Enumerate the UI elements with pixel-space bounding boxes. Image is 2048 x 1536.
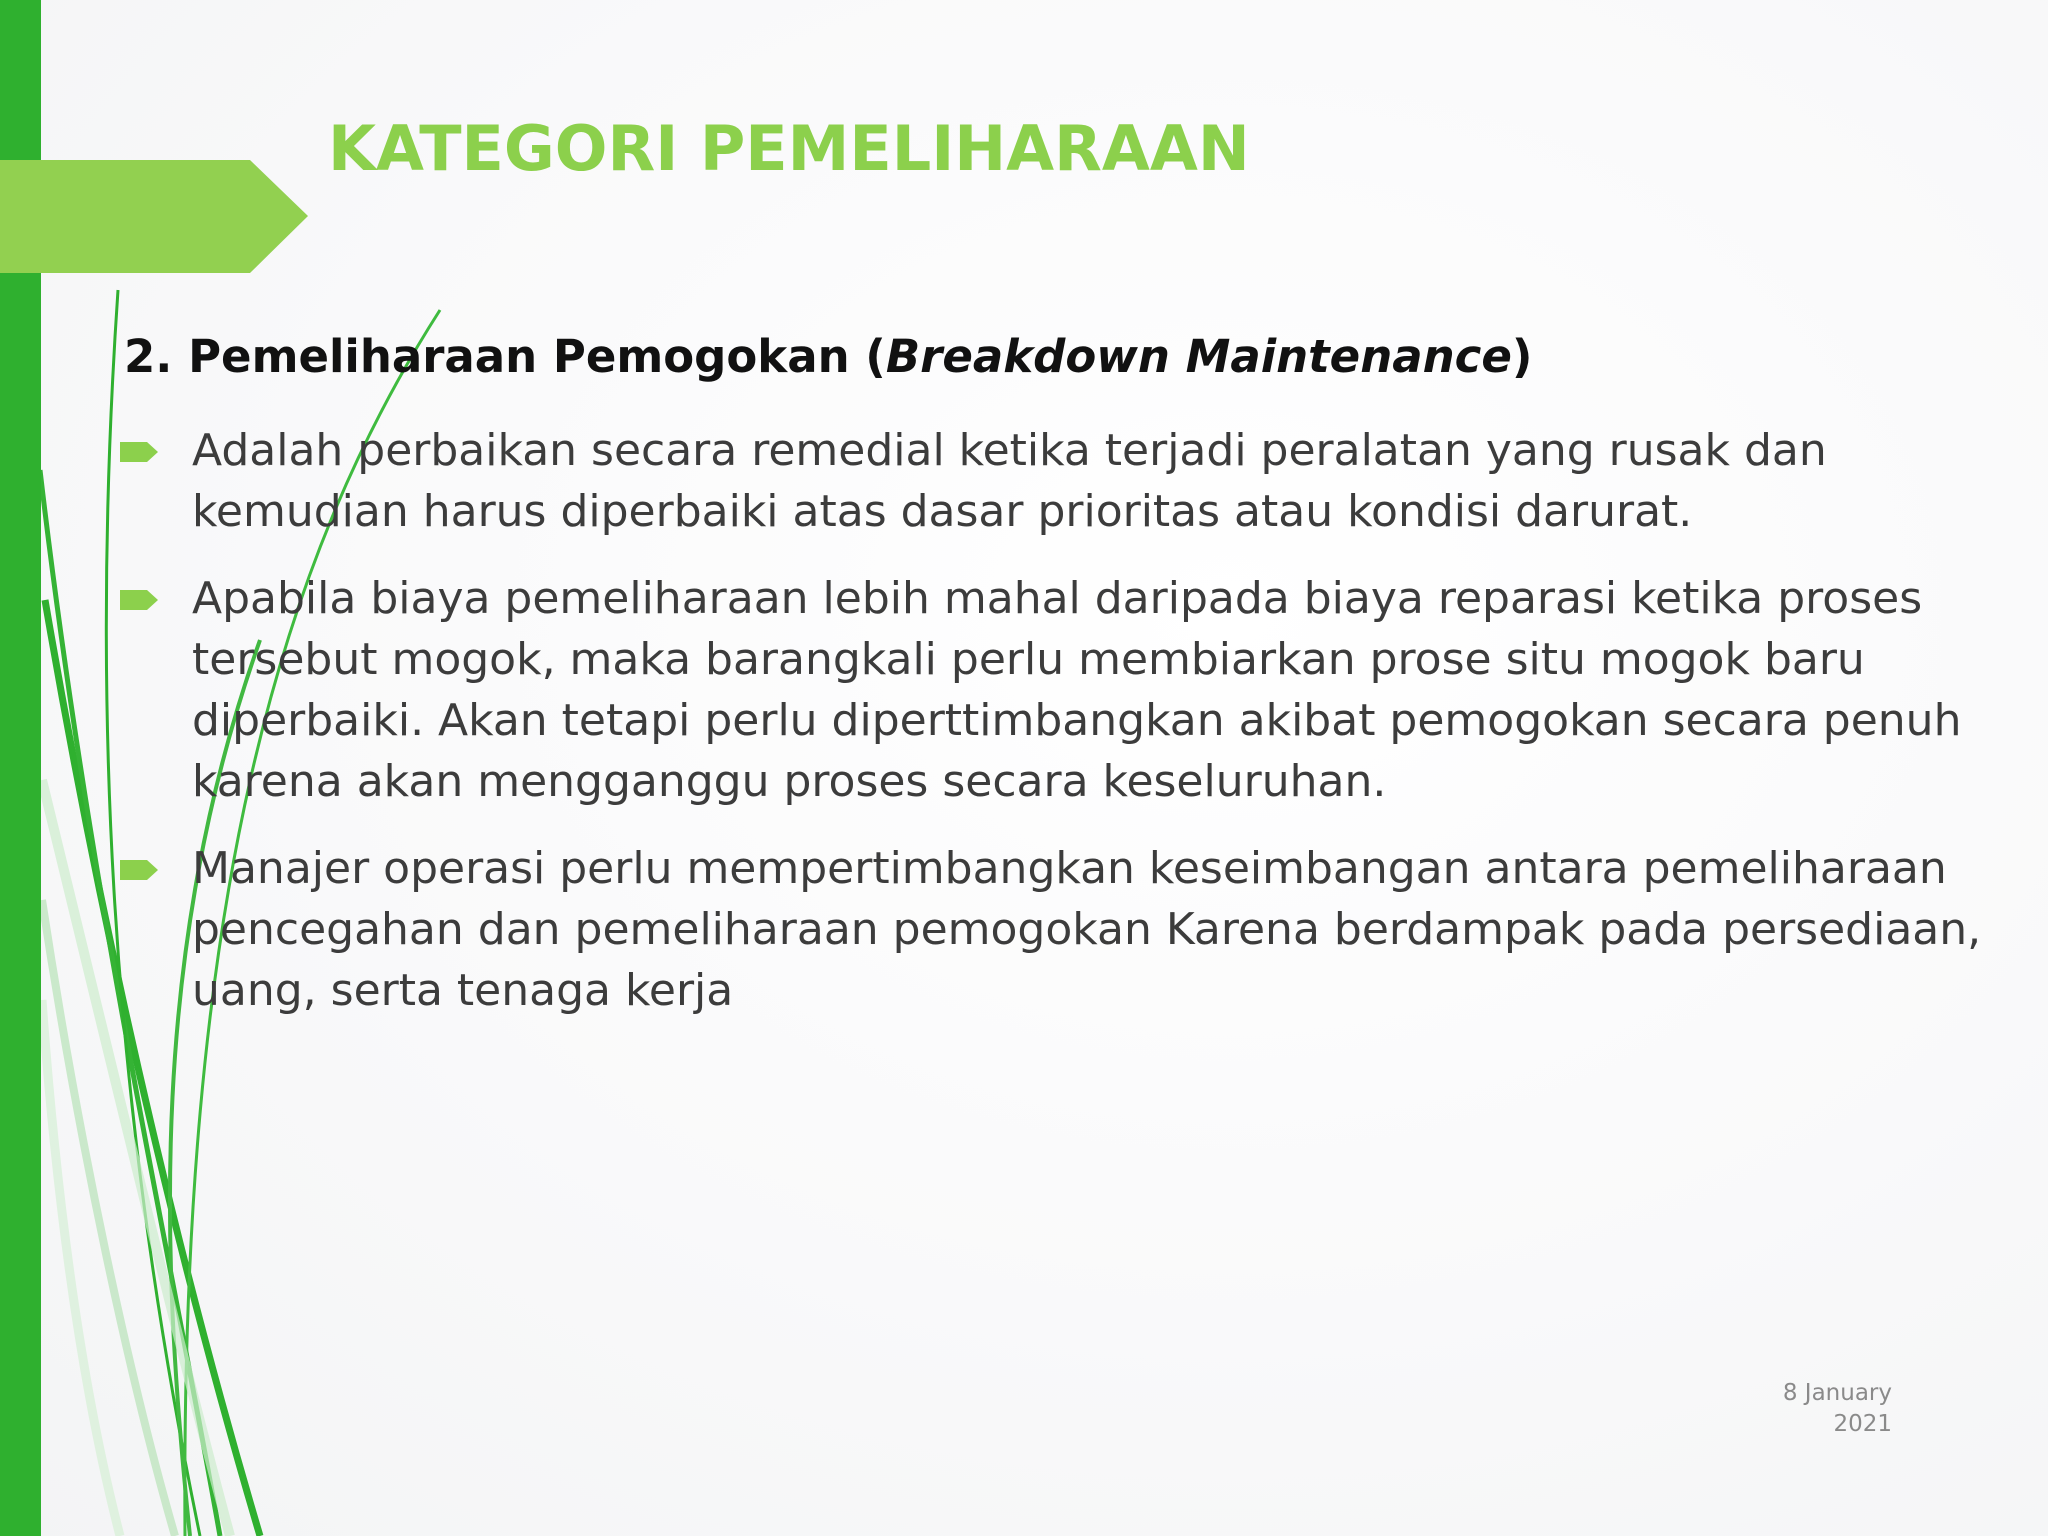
bullet-text: Adalah perbaikan secara remedial ketika terjadi peralatan yang rusak dan kemudian harus diperbaiki atas dasar prioritas atau kondisi darurat.	[192, 425, 1827, 537]
slide-title: KATEGORI PEMELIHARAAN	[328, 112, 1250, 185]
subheading-emphasis: Breakdown Maintenance	[885, 330, 1512, 383]
section-subheading	[124, 330, 1532, 383]
title-arrow-shape	[0, 160, 308, 273]
arrow-bullet-icon	[120, 442, 158, 462]
bullet-item	[120, 420, 2020, 542]
bullet-item	[120, 568, 2020, 812]
bullet-item	[120, 838, 2020, 1021]
arrow-bullet-icon	[120, 590, 158, 610]
slide-date	[1692, 1378, 1892, 1440]
bullet-text: Manajer operasi perlu mempertimbangkan keseimbangan antara pemeliharaan pencegahan dan pemeliharaan pemogokan Karena berdampak pada persediaan, uang, serta tenaga kerja	[192, 843, 1982, 1016]
date-year: 2021	[1833, 1411, 1892, 1437]
subheading-prefix: 2. Pemeliharaan Pemogokan (	[124, 330, 886, 383]
bullet-list	[120, 420, 2020, 1047]
bullet-text: Apabila biaya pemeliharaan lebih mahal daripada biaya reparasi ketika proses tersebut mogok, maka barangkali perlu membiarkan prose situ mogok baru diperbaiki. Akan tetapi perlu diperttimbangkan akibat pemogokan secara penuh karena akan mengganggu proses secara keseluruhan.	[192, 573, 1962, 807]
subheading-suffix: )	[1511, 330, 1533, 383]
arrow-bullet-icon	[120, 860, 158, 880]
date-day-month: 8 January	[1782, 1380, 1892, 1406]
